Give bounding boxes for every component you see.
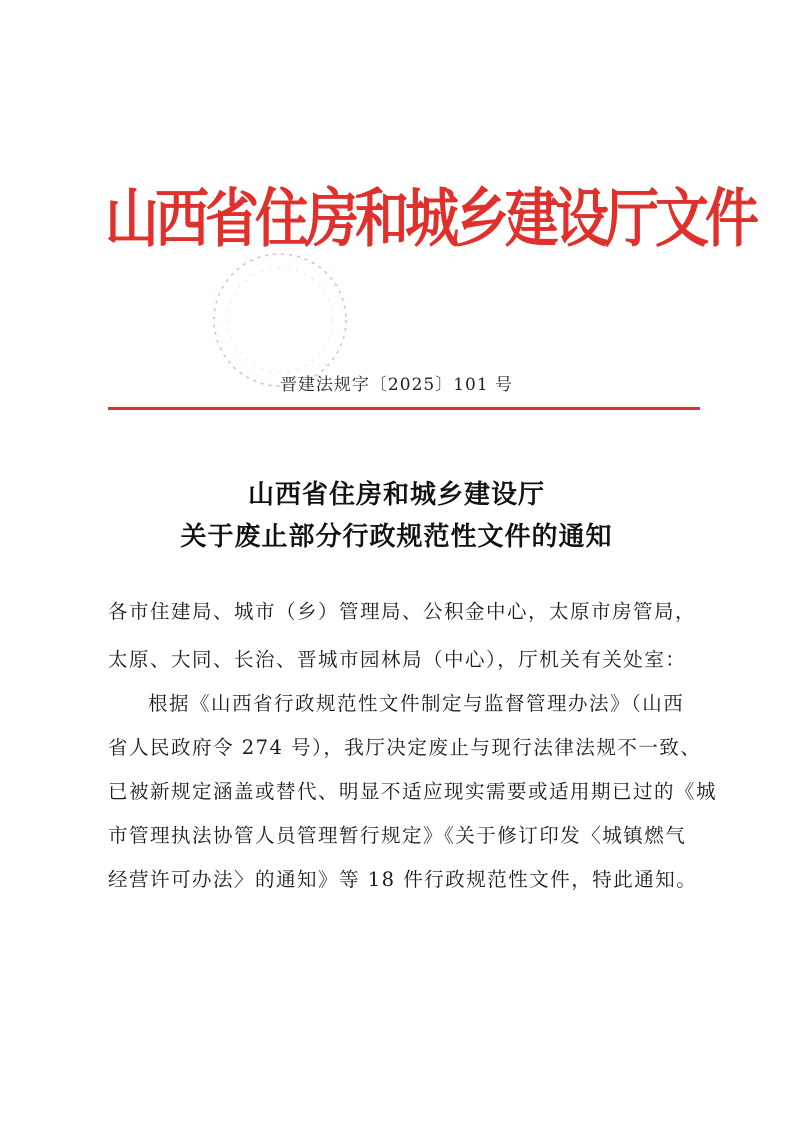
body-paragraph-line-3: 已被新规定涵盖或替代、明显不适应现实需要或适用期已过的《城 xyxy=(108,780,718,803)
body-paragraph-line-4: 市管理执法协管人员管理暂行规定》《关于修订印发〈城镇燃气 xyxy=(108,824,687,847)
document-number: 晋建法规字〔2025〕101 号 xyxy=(279,375,514,395)
body-paragraph-line-2: 省人民政府令 274 号），我厅决定废止与现行法律法规不一致、 xyxy=(108,736,702,759)
notice-title-line1: 山西省住房和城乡建设厅 xyxy=(247,480,545,510)
body-paragraph-line-1: 根据《山西省行政规范性文件制定与监督管理办法》（山西 xyxy=(148,692,685,715)
recipients-line-1: 各市住建局、城市（乡）管理局、公积金中心，太原市房管局， xyxy=(108,600,697,623)
red-divider-line xyxy=(108,407,700,410)
recipients-line-2: 太原、大同、长治、晋城市园林局（中心），厅机关有关处室： xyxy=(108,648,687,671)
red-header-title: 山西省住房和城乡建设厅文件 xyxy=(105,180,755,256)
notice-title-line2: 关于废止部分行政规范性文件的通知 xyxy=(180,522,613,552)
body-paragraph-line-5: 经营许可办法〉的通知》等 18 件行政规范性文件，特此通知。 xyxy=(108,868,698,891)
